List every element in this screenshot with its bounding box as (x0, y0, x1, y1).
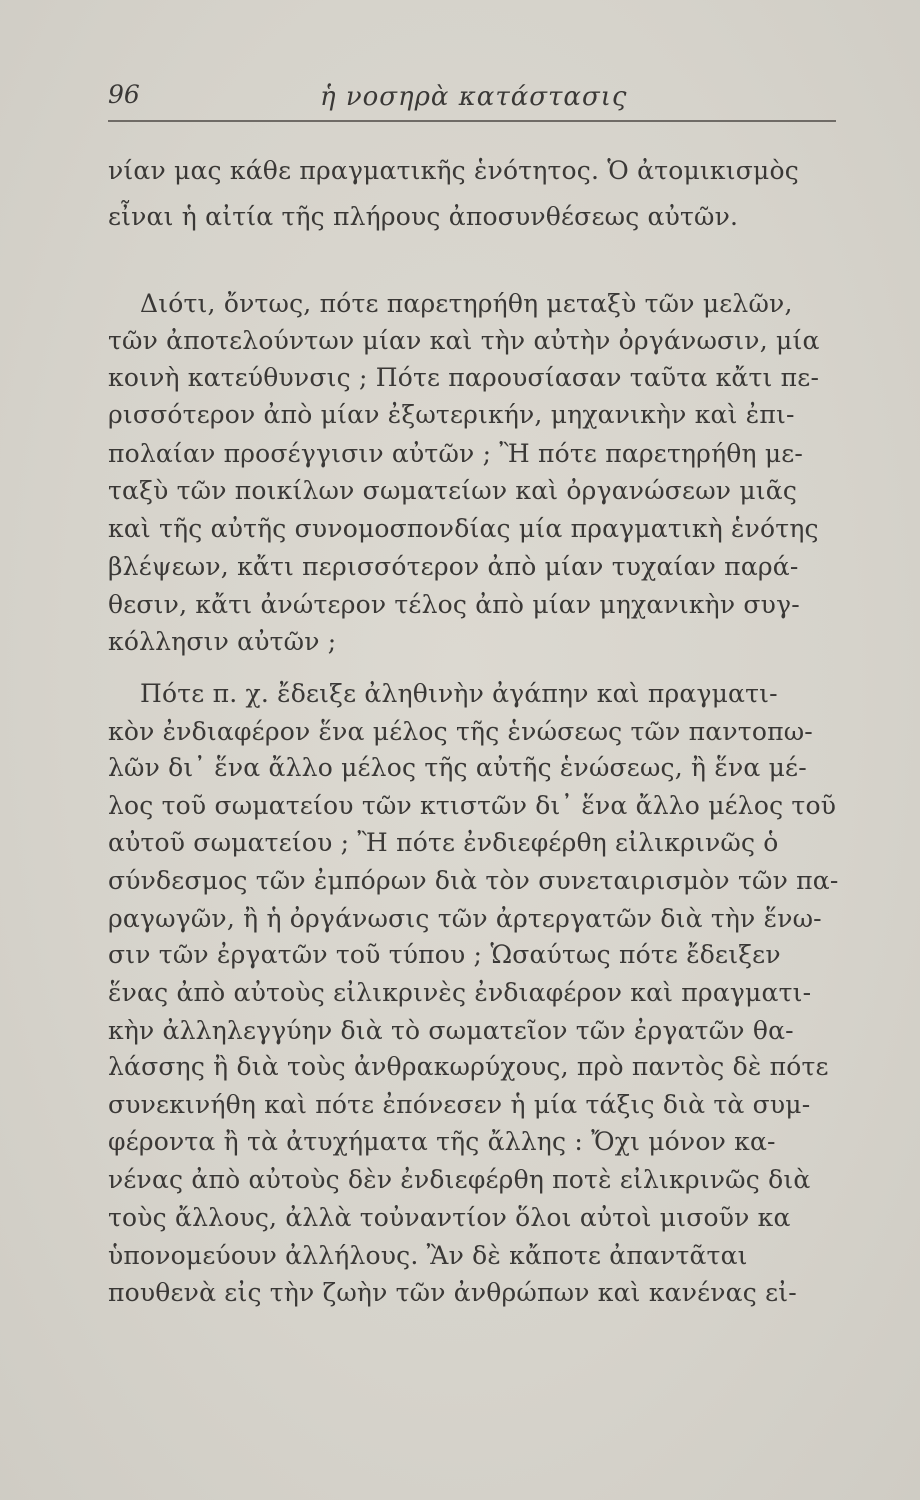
text-line: βλέψεων, κἄτι περισσότερον ἀπὸ μίαν τυχαίαν παρά- (108, 552, 799, 581)
text-line: κὸν ἐνδιαφέρον ἕνα μέλος τῆς ἑνώσεως τῶν παντοπω- (108, 717, 813, 746)
text-line: τοὺς ἄλλους, ἀλλὰ τοὐναντίον ὅλοι αὐτοὶ μισοῦν κα (108, 1203, 791, 1232)
text-line: κοινὴ κατεύθυνσις ; Πότε παρουσίασαν ταῦτα κἄτι πε- (108, 363, 820, 392)
text-line: τῶν ἀποτελούντων μίαν καὶ τὴν αὐτὴν ὀργάνωσιν, μία (108, 326, 820, 355)
header-rule (108, 120, 836, 122)
page-number: 96 (108, 80, 140, 109)
text-line: καὶ τῆς αὐτῆς συνομοσπονδίας μία πραγματικὴ ἑνότης (108, 514, 819, 543)
running-title: ἡ νοσηρὰ κατάστασις (320, 82, 628, 112)
text-line: συνεκινήθη καὶ πότε ἐπόνεσεν ἡ μία τάξις διὰ τὰ συμ- (108, 1090, 811, 1119)
text-line: ὑπονομεύουν ἀλλήλους. Ἂν δὲ κἄποτε ἀπαντᾶται (108, 1241, 748, 1270)
text-line: σύνδεσμος τῶν ἐμπόρων διὰ τὸν συνεταιρισμὸν τῶν πα- (108, 866, 839, 895)
paragraph-start-line: Πότε π. χ. ἔδειξε ἀληθινὴν ἀγάπην καὶ πραγματι- (140, 679, 778, 708)
text-line: λάσσης ἢ διὰ τοὺς ἀνθρακωρύχους, πρὸ παντὸς δὲ πότε (108, 1052, 829, 1081)
text-line: ἕνας ἀπὸ αὐτοὺς εἰλικρινὲς ἐνδιαφέρον καὶ πραγματι- (108, 978, 812, 1007)
text-line: ρισσότερον ἀπὸ μίαν ἐξωτερικήν, μηχανικὴν καὶ ἐπι- (108, 400, 795, 429)
text-line: ραγωγῶν, ἢ ἡ ὀργάνωσις τῶν ἀρτεργατῶν διὰ τὴν ἕνω- (108, 904, 822, 933)
paragraph-start-line: Διότι, ὄντως, πότε παρετηρήθη μεταξὺ τῶν μελῶν, (140, 289, 793, 318)
text-line: λος τοῦ σωματείου τῶν κτιστῶν δι᾽ ἕνα ἄλλο μέλος τοῦ (108, 791, 837, 820)
text-line: πολαίαν προσέγγισιν αὐτῶν ; Ἢ πότε παρετηρήθη με- (108, 439, 804, 468)
text-line: φέροντα ἢ τὰ ἀτυχήματα τῆς ἄλλης : Ὄχι μόνον κα- (108, 1127, 776, 1156)
text-line: κὴν ἀλληλεγγύην διὰ τὸ σωματεῖον τῶν ἐργατῶν θα- (108, 1016, 794, 1045)
text-line: εἶναι ἡ αἰτία τῆς πλήρους ἀποσυνθέσεως αὐτῶν. (108, 202, 739, 231)
text-line: κόλλησιν αὐτῶν ; (108, 627, 337, 656)
text-line: νένας ἀπὸ αὐτοὺς δὲν ἐνδιεφέρθη ποτὲ εἰλικρινῶς διὰ (108, 1165, 811, 1194)
page-header (108, 80, 836, 124)
text-line: πουθενὰ εἰς τὴν ζωὴν τῶν ἀνθρώπων καὶ κανένας εἰ- (108, 1278, 797, 1307)
text-line: σιν τῶν ἐργατῶν τοῦ τύπου ; Ὡσαύτως πότε ἔδειξεν (108, 940, 781, 969)
text-line: αὐτοῦ σωματείου ; Ἢ πότε ἐνδιεφέρθη εἰλικρινῶς ὁ (108, 828, 779, 857)
text-line: ταξὺ τῶν ποικίλων σωματείων καὶ ὀργανώσεων μιᾶς (108, 476, 798, 505)
text-line: θεσιν, κἄτι ἀνώτερον τέλος ἀπὸ μίαν μηχανικὴν συγ- (108, 590, 800, 619)
text-line: λῶν δι᾽ ἕνα ἄλλο μέλος τῆς αὐτῆς ἑνώσεως, ἢ ἕνα μέ- (108, 753, 807, 782)
text-line: νίαν μας κάθε πραγματικῆς ἑνότητος. Ὁ ἀτομικισμὸς (108, 156, 799, 185)
